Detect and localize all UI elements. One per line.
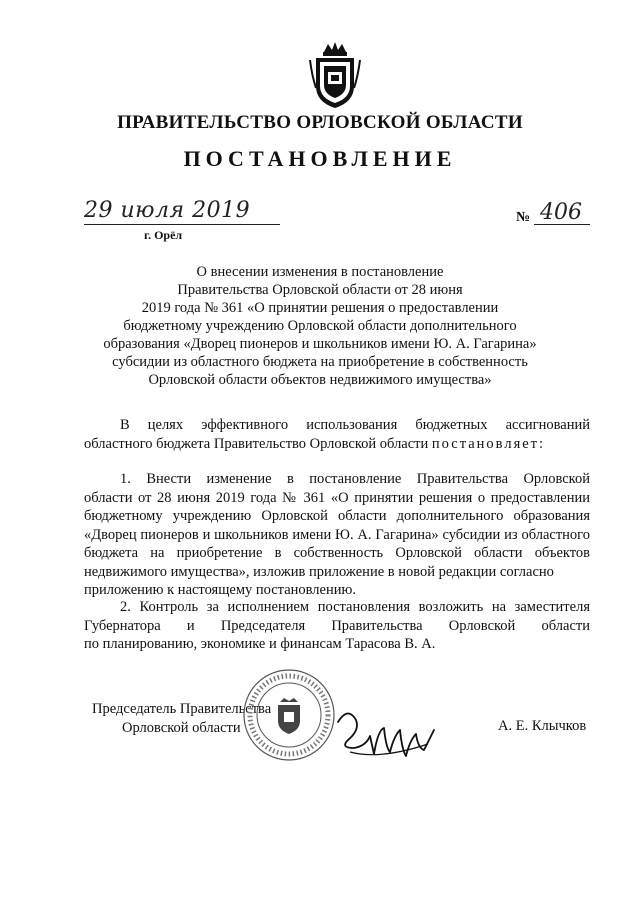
number-underline — [534, 224, 590, 225]
preamble-paragraph — [84, 416, 590, 453]
preamble-line: В целях эффективного использования бюджетных ассигнований — [120, 417, 590, 433]
document-type: ПОСТАНОВЛЕНИЕ — [183, 146, 457, 171]
city-of-issue: г. Орёл — [144, 228, 183, 242]
item-2-line: по планированию, экономике и финансам Тарасова В. А. — [84, 636, 436, 652]
item-1-line: области от 28 июня 2019 года № 361 «О принятии решения о предоставлении — [84, 489, 590, 506]
subject-line: образования «Дворец пионеров и школьников имени Ю. А. Гагарина» — [103, 336, 537, 352]
item-1-line: недвижимого имущества», изложив приложение в новой редакции согласно — [84, 563, 554, 580]
preamble-line — [84, 435, 590, 454]
signatory-title-line: Председатель Правительства — [92, 701, 272, 717]
item-2-line: Губернатора и Председателя Правительства Орловской области — [84, 617, 590, 634]
item-1-line: приложению к настоящему постановлению. — [84, 582, 356, 598]
coat-of-arms-emblem — [306, 40, 364, 110]
handwritten-signature — [330, 700, 440, 770]
date-underline — [84, 224, 280, 225]
item-1-line: 1. Внести изменение в постановление Правительства Орловской — [120, 471, 590, 487]
subject-line: субсидии из областного бюджета на приобретение в собственность — [112, 354, 528, 370]
issuing-authority: ПРАВИТЕЛЬСТВО ОРЛОВСКОЙ ОБЛАСТИ — [117, 112, 523, 133]
item-1-line: бюджетному учреждению Орловской области дополнительного образования — [84, 508, 590, 524]
item-2-paragraph — [84, 598, 590, 654]
item-1-line: бюджета на приобретение в собственность Орловской области объектов — [84, 545, 590, 561]
preamble-text: областного бюджета Правительство Орловской области — [84, 435, 432, 452]
document-subject — [90, 263, 550, 389]
official-seal-stamp — [242, 668, 336, 762]
subject-line: 2019 года № 361 «О принятии решения о предоставлении — [141, 300, 499, 316]
subject-line: О внесении изменения в постановление — [196, 264, 444, 280]
signatory-name: А. Е. Клычков — [498, 718, 587, 734]
signatory-title-line: Орловской области — [122, 720, 241, 736]
subject-line: Правительства Орловской области от 28 июня — [177, 282, 463, 298]
item-1-line: «Дворец пионеров и школьников имени Ю. А. Гагарина» субсидии из областного — [84, 526, 590, 543]
resolves-word: постановляет: — [431, 435, 546, 452]
item-1-paragraph — [84, 470, 590, 600]
number-label: № — [516, 210, 531, 225]
item-2-line: 2. Контроль за исполнением постановления возложить на заместителя — [120, 599, 590, 615]
subject-line: Орловской области объектов недвижимого имущества» — [148, 372, 492, 388]
subject-line: бюджетному учреждению Орловской области дополнительного — [123, 318, 517, 334]
handwritten-number: 406 — [540, 200, 582, 225]
handwritten-date: 29 июля 2019 — [84, 198, 251, 223]
